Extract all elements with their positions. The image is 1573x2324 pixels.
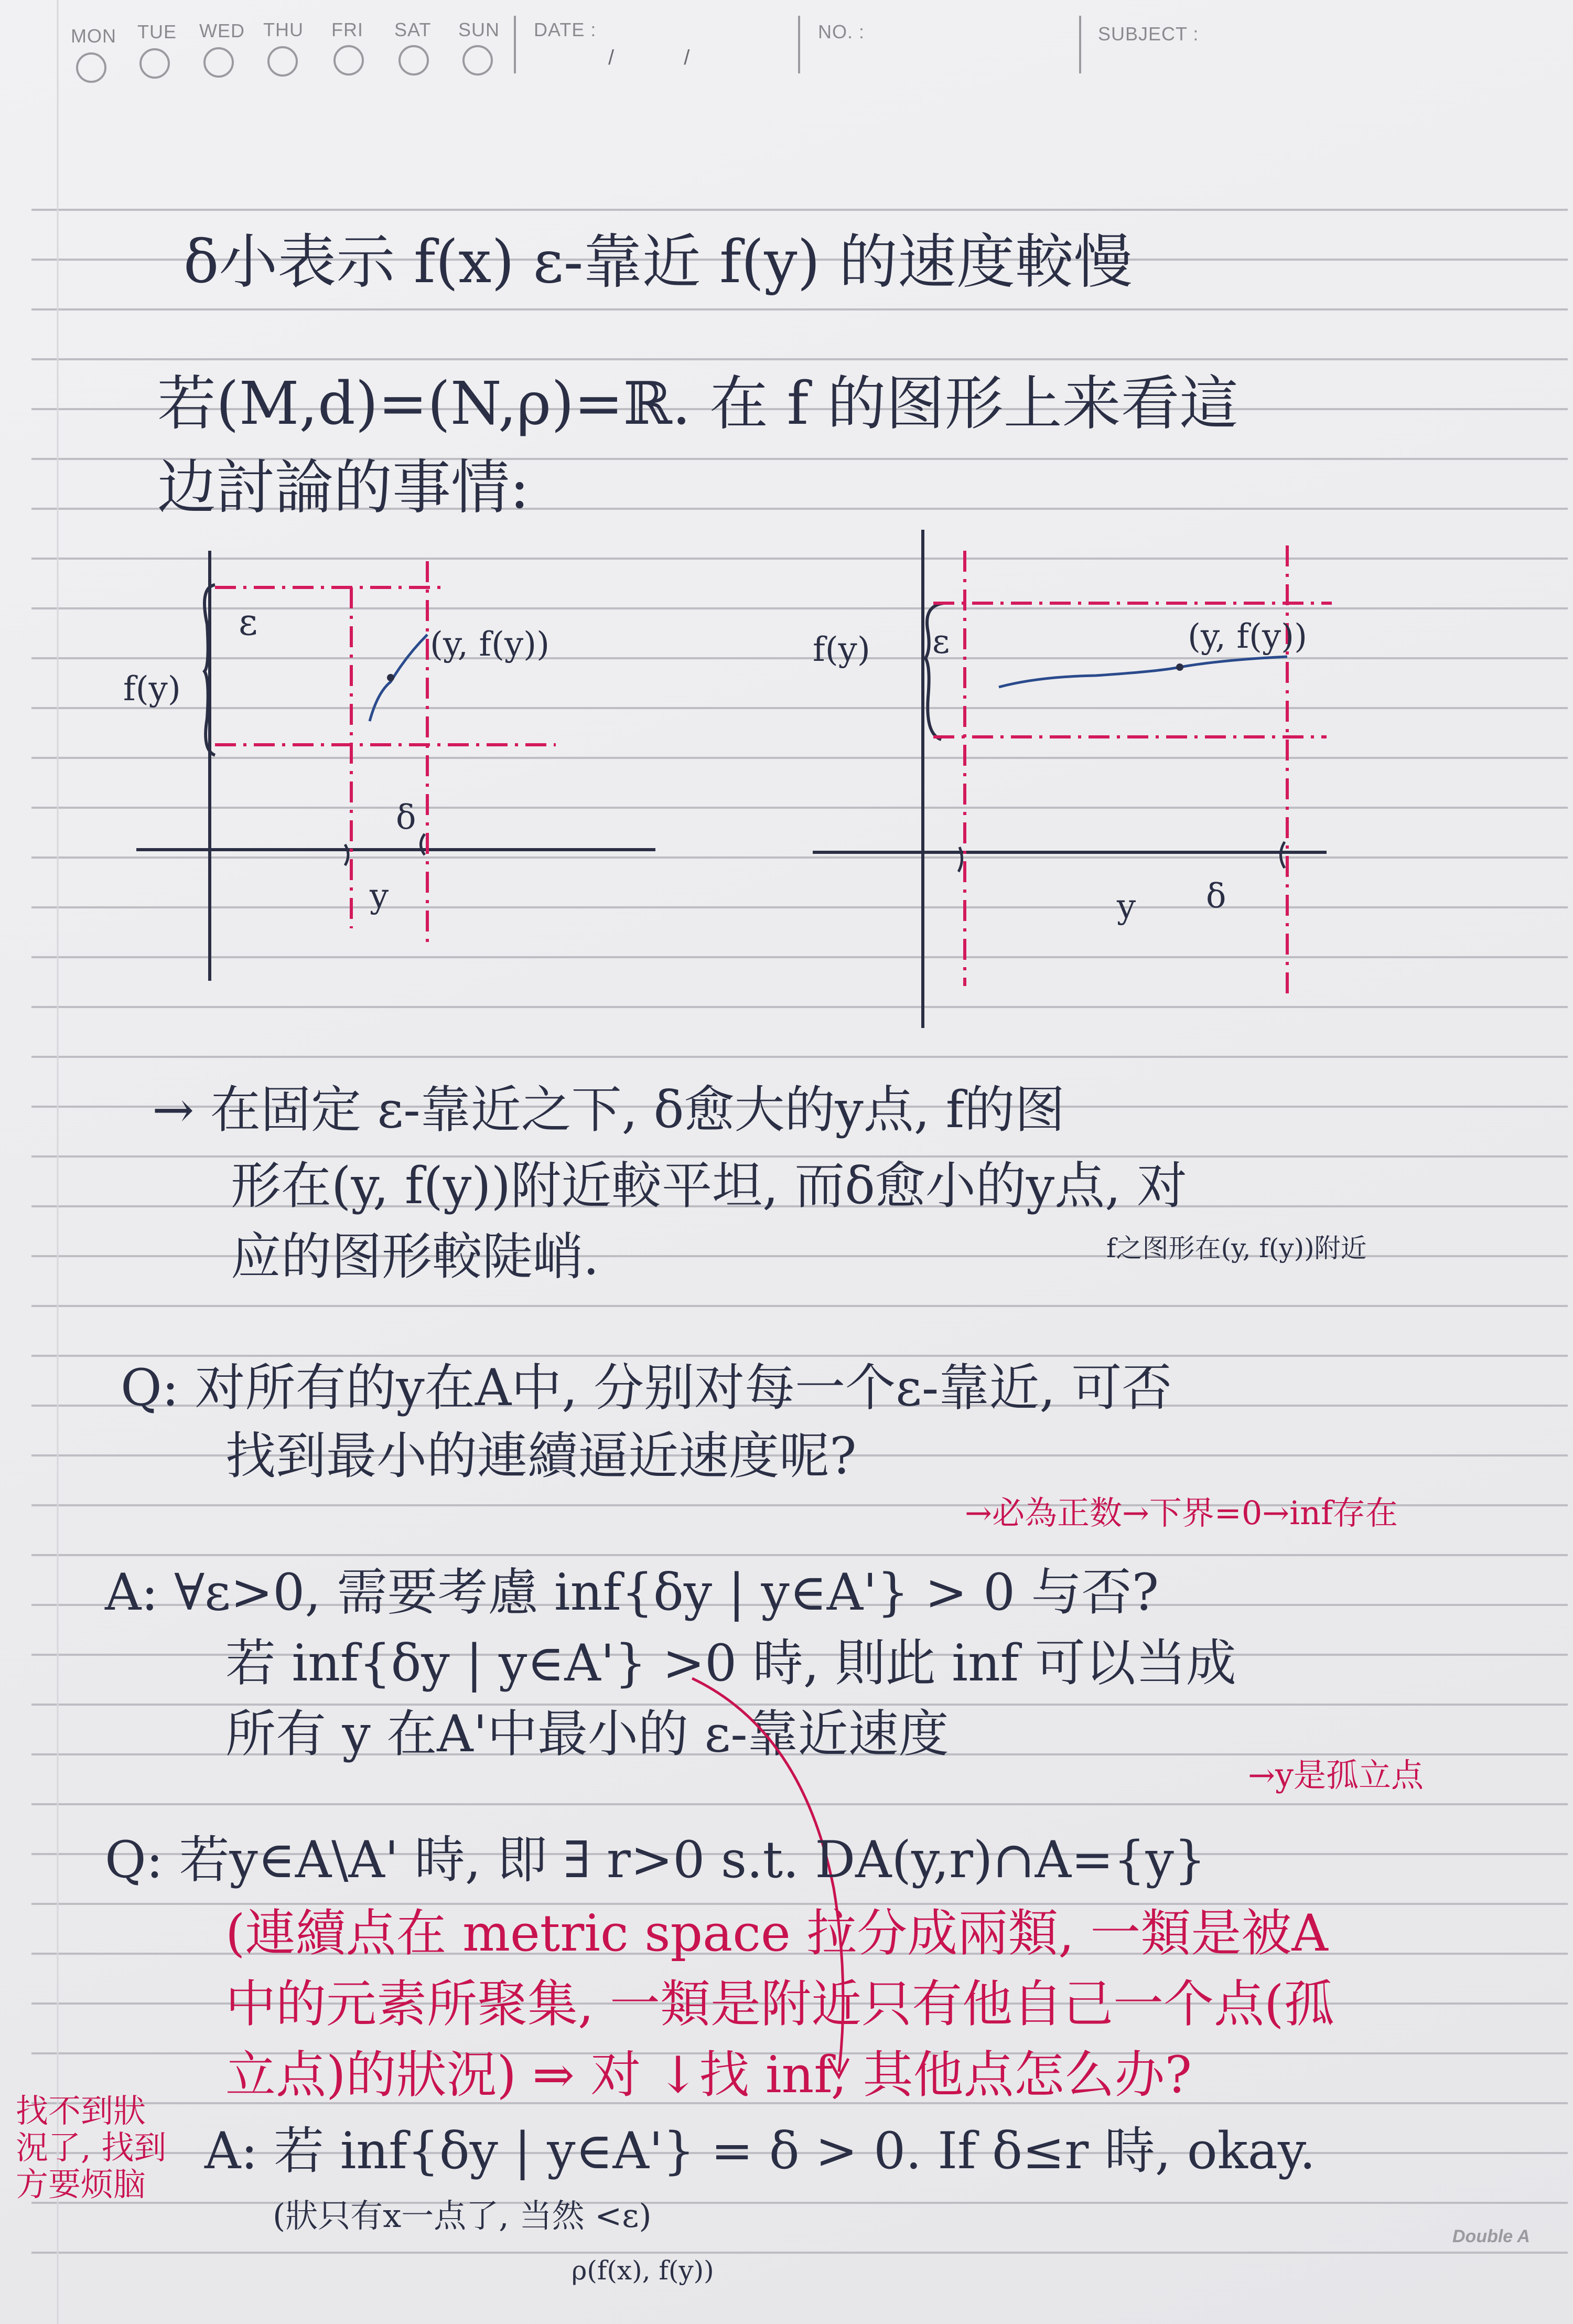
graph-flat bbox=[802, 519, 1389, 1038]
answer2-line1: A: 若 inf{δy | y∈A'} = δ > 0. If δ≤r 時, okay. bbox=[204, 2122, 1316, 2180]
date-label: DATE : bbox=[534, 19, 597, 40]
answer2-line2: (狀只有x一点了, 当然 <ε) bbox=[273, 2197, 652, 2235]
header-divider bbox=[798, 16, 800, 73]
graph1-fy-label: f(y) bbox=[123, 670, 181, 709]
day-sun-circle[interactable] bbox=[462, 45, 493, 76]
graph1-eps-label: ε bbox=[239, 601, 258, 644]
subject-label: SUBJECT : bbox=[1098, 23, 1199, 45]
para1-line1: → 在固定 ε-靠近之下, δ愈大的y点, f的图 bbox=[152, 1080, 1065, 1139]
day-mon-circle[interactable] bbox=[76, 52, 106, 83]
day-mon-label: MON bbox=[71, 25, 116, 47]
answer1-line3: 所有 y 在A'中最小的 ε-靠近速度 bbox=[225, 1705, 949, 1763]
graph-steep bbox=[105, 540, 708, 997]
answer1-line1: A: ∀ε>0, 需要考慮 inf{δy | y∈A'} > 0 与否? bbox=[105, 1563, 1159, 1622]
note-line-1: δ小表示 f(x) ε-靠近 f(y) 的速度較慢 bbox=[184, 228, 1133, 296]
question1-line1: Q: 对所有的y在A中, 分别对每一个ε-靠近, 可否 bbox=[121, 1358, 1172, 1417]
day-thu-circle[interactable] bbox=[267, 46, 298, 77]
red-note-inf: →必為正数→下界=0→inf存在 bbox=[965, 1494, 1398, 1532]
red-side-note-line1: 找不到狀 bbox=[16, 2092, 146, 2130]
red-question2-line1: (連續点在 metric space 拉分成兩類, 一類是被A bbox=[225, 1904, 1328, 1963]
graph1-delta-label: δ bbox=[396, 798, 416, 837]
red-side-note-line3: 方要烦脑 bbox=[16, 2165, 146, 2203]
header-divider bbox=[514, 16, 516, 73]
graph2-y-label: y bbox=[1117, 887, 1136, 926]
red-side-note-line2: 況了, 找到 bbox=[16, 2128, 167, 2167]
red-question2-line2: 中的元素所聚集, 一類是附近只有他自己一个点(孤 bbox=[225, 1975, 1334, 2033]
answer2-annotation: ρ(f(x), f(y)) bbox=[572, 2255, 714, 2286]
brand-logo: Double A bbox=[1452, 2226, 1530, 2246]
day-sat-circle[interactable] bbox=[398, 45, 429, 76]
date-slashes: / / bbox=[608, 46, 691, 69]
day-thu-label: THU bbox=[263, 19, 304, 40]
note-line-2: 若(M,d)=(N,ρ)=ℝ. 在 f 的图形上来看這 bbox=[157, 370, 1238, 438]
day-sat-label: SAT bbox=[394, 19, 432, 40]
day-sun-label: SUN bbox=[458, 19, 500, 40]
note-line-3: 边討論的事情: bbox=[157, 454, 530, 522]
para1-annotation: f之图形在(y, f(y))附近 bbox=[1106, 1233, 1367, 1263]
day-fri-circle[interactable] bbox=[333, 45, 364, 76]
red-note-isolated: →y是孤立点 bbox=[1248, 1756, 1424, 1794]
answer1-line2: 若 inf{δy | y∈A'} >0 時, 則此 inf 可以当成 bbox=[225, 1634, 1236, 1693]
graph2-delta-label: δ bbox=[1206, 877, 1226, 916]
graph2-fy-label: f(y) bbox=[813, 630, 870, 669]
graph1-y-label: y bbox=[370, 877, 389, 916]
no-label: NO. : bbox=[818, 21, 865, 42]
graph2-eps-label: ε bbox=[932, 623, 950, 661]
para1-line2: 形在(y, f(y))附近較平坦, 而δ愈小的y点, 对 bbox=[231, 1156, 1188, 1215]
graph1-point-label: (y, f(y)) bbox=[430, 625, 550, 664]
para1-line3: 应的图形較陡峭. bbox=[231, 1227, 599, 1286]
day-wed-label: WED bbox=[199, 20, 245, 41]
graph2-point-label: (y, f(y)) bbox=[1188, 617, 1308, 656]
question2-line1: Q: 若y∈A\A' 時, 即 ∃ r>0 s.t. DA(y,r)∩A={y} bbox=[105, 1830, 1206, 1889]
day-tue-circle[interactable] bbox=[139, 48, 170, 79]
day-tue-label: TUE bbox=[137, 21, 177, 42]
question1-line2: 找到最小的連續逼近速度呢? bbox=[225, 1427, 857, 1485]
day-wed-circle[interactable] bbox=[203, 47, 234, 78]
day-fri-label: FRI bbox=[331, 19, 363, 40]
red-question2-line3: 立点)的狀況) ⇒ 对 ↓找 inf, 其他点怎么办? bbox=[225, 2045, 1192, 2104]
header-divider bbox=[1079, 16, 1081, 73]
